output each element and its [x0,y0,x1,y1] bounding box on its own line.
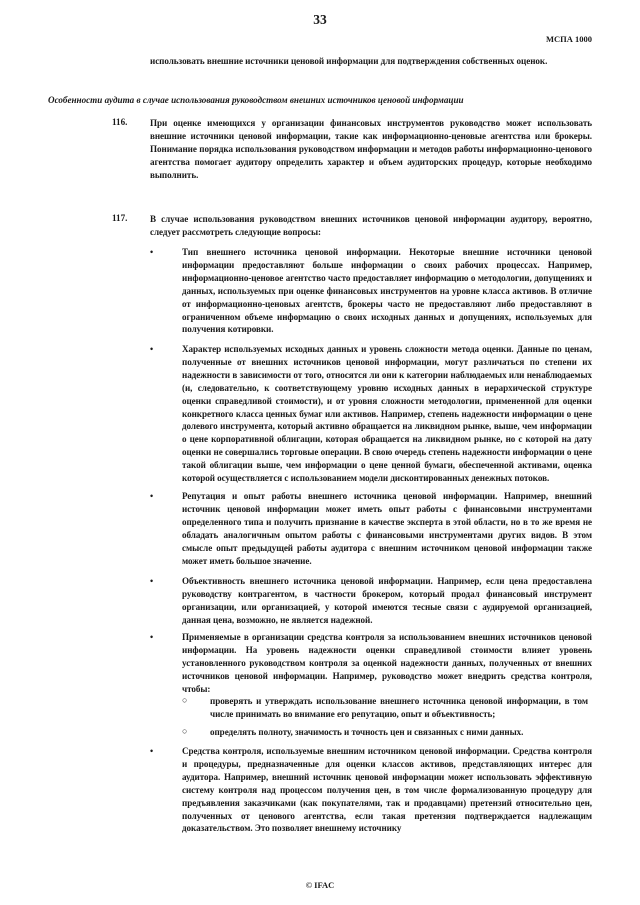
bullet-icon: • [150,491,154,501]
copyright-footer: © IFAC [305,880,335,890]
circle-bullet-icon: ○ [182,726,188,736]
list-item [150,745,592,835]
bullet-icon: • [150,632,154,642]
bullet-icon: • [150,576,154,586]
list-item-text: Тип внешнего источника ценовой информации. Некоторые внешние источники ценовой информации предоставляют больше информации о своих рабочих процессах. Например, информационно-ценовое агентство часто предоставляет информацию о методологии, допущениях и данных, используемых при оценке финансовых инструментов на уровне класса активов. В отличие от информационно-ценовых агентств, брокеры часто не предоставляют либо предоставляют в ограниченном объеме информацию о своих исходных данных и допущениях, используемых для получения котировки. [182,247,592,335]
list-item-text: Средства контроля, используемые внешним источником ценовой информации. Средства контроля и процедуры, предназначенные для оценки классов активов, представляющих интерес для аудитора. Например, внешний источник ценовой информации может использовать эффективную систему контроля над процессом получения цен, в том числе формализованную процедуру для предъявления заказчиками (как покупателями, так и продавцами) претензий относительно цен, полученных от ценового агентства, если такая претензия подтверждается надлежащим доказательством. Это позволяет внешнему источнику [182,746,592,834]
sub-list-item [182,726,588,739]
list-item-text: Объективность внешнего источника ценовой информации. Например, если цена предоставлена руководству контрагентом, в частности брокером, который продал финансовый инструмент организации, или организацией, у которой имеются тесные связи с аудируемой организацией, данная цена, возможно, не является надежной. [182,576,592,625]
list-item [150,246,592,336]
circle-bullet-icon: ○ [182,695,188,705]
document-code: МСПА 1000 [545,34,592,44]
paragraph-text: В случае использования руководством внешних источников ценовой информации аудитору, вероятно, следует рассмотреть следующие вопросы: [150,214,592,237]
bullet-icon: • [150,247,154,257]
bullet-icon: • [150,344,154,354]
section-heading: Особенности аудита в случае использования руководством внешних источников ценовой информации [48,95,464,105]
paragraph-117 [112,213,592,239]
paragraph-116 [112,117,592,182]
sub-list-item-text: проверять и утверждать использование внешнего источника ценовой информации, в том числе принимать во внимание его репутацию, опыт и объективность; [210,696,588,719]
continuation-text: использовать внешние источники ценовой информации для подтверждения собственных оценок. [150,56,548,66]
paragraph-text: При оценке имеющихся у организации финансовых инструментов руководство может использовать внешние источники ценовой информации, такие как информационно-ценовые агентства или брокеры. Понимание порядка использования руководством информации и методов работы информационно-ценового агентства помогает аудитору определить характер и объем аудиторских процедур, которые необходимо выполнить. [150,118,592,180]
sub-list-item-text: определять полноту, значимость и точность цен и связанных с ними данных. [210,727,524,737]
sub-list-item [182,695,588,721]
paragraph-number: 117. [112,213,128,223]
bullet-icon: • [150,746,154,756]
list-item [150,631,592,696]
list-item [150,575,592,627]
list-item [150,343,592,485]
paragraph-number: 116. [112,117,128,127]
list-item-text: Характер используемых исходных данных и уровень сложности метода оценки. Данные по ценам, полученные от внешних источников ценовой информации, могут различаться по степени их надежности в зависимости от того, относятся ли они к категории наблюдаемых или ненаблюдаемых (и, следовательно, к соответствующему уровню исходных данных в иерархической структуре оценки справедливой стоимости), и от уровня сложности методологии, примененной для оценки конкретного класса ценных бумаг или активов. Например, степень надежности информации о цене долевого инструмента, который активно обращается на ликвидном рынке, выше, чем информации о цене корпоративной облигации, которая обращается на ликвидном рынке, но с которой на дату оценки не совершались торговые операции. В свою очередь степень надежности информации о цене такой облигации выше, чем информации о цене ценной бумаги, обеспеченной активами, оценка которой осуществляется с использованием модели дисконтированных денежных потоков. [182,344,592,484]
list-item-text: Применяемые в организации средства контроля за использованием внешних источников ценовой информации. На уровень надежности оценки справедливой стоимости влияет уровень установленного руководством контроля за оценкой надежности данных, полученных от внешних источников ценовой информации. Например, руководство может внедрить средства контроля, чтобы: [182,632,592,694]
list-item [150,490,592,567]
page-number: 33 [313,12,327,27]
list-item-text: Репутация и опыт работы внешнего источника ценовой информации. Например, внешний источник ценовой информации может иметь опыт работы с финансовыми инструментами определенного типа и получить признание в качестве эксперта в этой области, но в то же время не обладать аналогичным опытом работы с финансовыми инструментами других видов. В этом смысле опыт предыдущей работы аудитора с внешним источником ценовой информации также может иметь большое значение. [182,491,592,566]
